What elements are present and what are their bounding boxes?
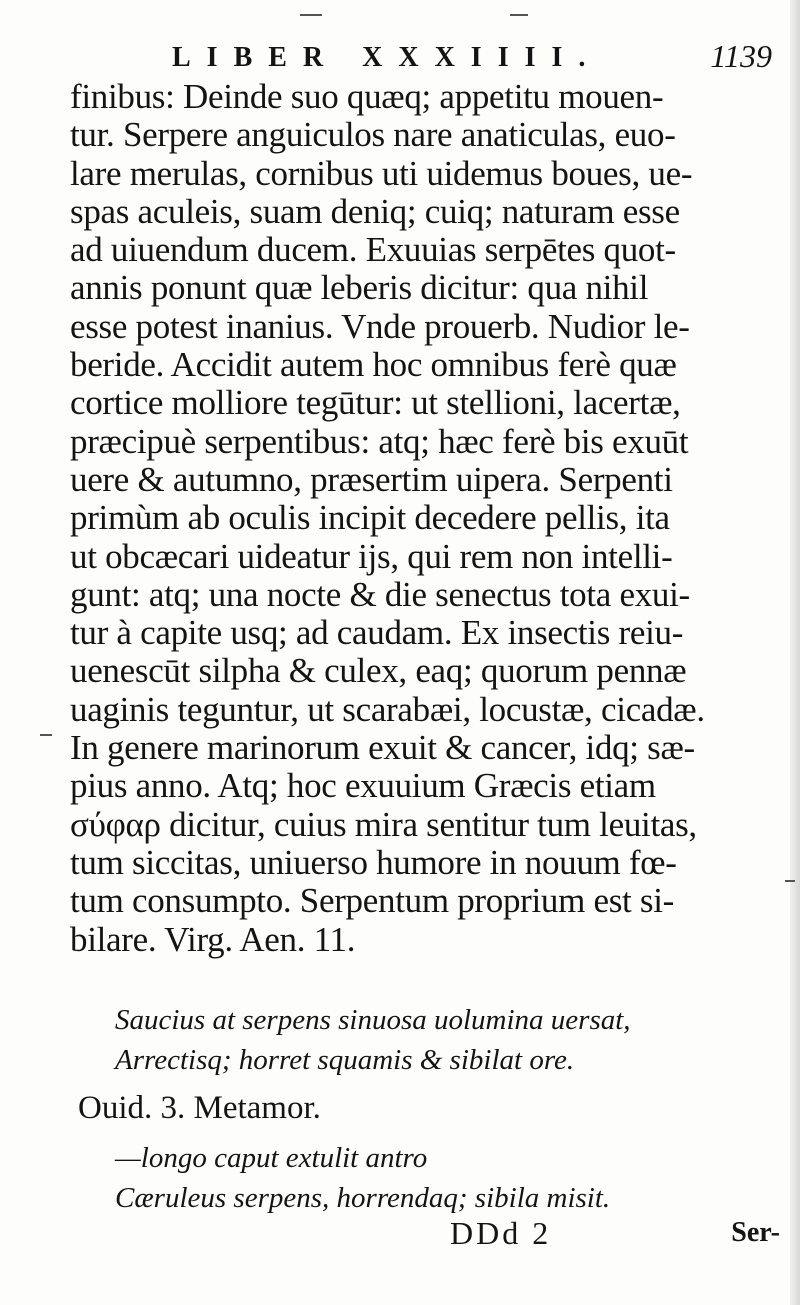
margin-mark [510, 14, 528, 16]
text-line: pius anno. Atq; hoc exuuium Græcis etiam [70, 766, 656, 806]
text-line: cortice molliore tegūtur: ut stellioni, lacertæ, [70, 383, 681, 423]
page-edge [790, 0, 800, 1305]
text-line: annis ponunt quæ leberis dicitur: qua nihil [70, 268, 649, 308]
text-line: uaginis teguntur, ut scarabæi, locustæ, cicadæ. [70, 689, 705, 729]
text-line: tum siccitas, uniuerso humore in nouum fœ- [70, 842, 677, 882]
main-text-block [70, 78, 770, 959]
text-line: finibus: Deinde suo quæq; appetitu mouen- [70, 77, 664, 116]
page-number: 1139 [710, 38, 772, 74]
verse-quotation-virgil [115, 1000, 765, 1080]
text-line: bilare. Virg. Aen. 11. [70, 919, 356, 959]
margin-mark [40, 734, 52, 736]
margin-mark [785, 880, 795, 882]
text-line: tur à capite usq; ad caudam. Ex insectis reiu- [70, 613, 684, 653]
source-citation-ovid: Ouid. 3. Metamor. [78, 1090, 321, 1126]
running-head: LIBER XXXIIII. [172, 42, 602, 73]
verse-line: Arrectisq; horret squamis & sibilat ore. [115, 1044, 575, 1076]
text-line: uenescūt silpha & culex, eaq; quorum pennæ [70, 651, 687, 691]
text-line: ut obcæcari uideatur ijs, qui rem non intelli- [70, 536, 673, 576]
text-line: gunt: atq; una nocte & die senectus tota exui- [70, 574, 690, 614]
page-footer [450, 1215, 780, 1265]
verse-quotation-ovid [115, 1138, 765, 1218]
text-line: primùm ab oculis incipit decedere pellis, ita [70, 498, 670, 538]
text-line: spas aculeis, suam deniq; cuiq; naturam esse [70, 191, 680, 231]
text-line: uere & autumno, præsertim uipera. Serpenti [70, 459, 673, 499]
text-line: beride. Accidit autem hoc omnibus ferè quæ [70, 345, 677, 385]
text-line: præcipuè serpentibus: atq; hæc ferè bis exuūt [70, 421, 689, 461]
verse-line: —longo caput extulit antro [115, 1142, 428, 1174]
text-line: σύφαρ dicitur, cuius mira sentitur tum leuitas, [70, 804, 697, 844]
text-line: tum consumpto. Serpentum proprium est si- [70, 881, 675, 921]
text-line: tur. Serpere anguiculos nare anaticulas, euo- [70, 115, 676, 155]
catchword: Ser- [731, 1217, 780, 1248]
verse-line: Cæruleus serpens, horrendaq; sibila misit. [115, 1182, 611, 1214]
margin-mark [300, 14, 322, 16]
signature-mark: DDd 2 [450, 1215, 552, 1251]
text-line: ad uiuendum ducem. Exuuias serpētes quot- [70, 230, 676, 270]
text-line: In genere marinorum exuit & cancer, idq; sæ- [70, 728, 695, 768]
text-line: esse potest inanius. Vnde prouerb. Nudior le- [70, 306, 690, 346]
verse-line: Saucius at serpens sinuosa uolumina uersat, [115, 1004, 631, 1036]
text-line: lare merulas, cornibus uti uidemus boues, ue- [70, 153, 693, 193]
